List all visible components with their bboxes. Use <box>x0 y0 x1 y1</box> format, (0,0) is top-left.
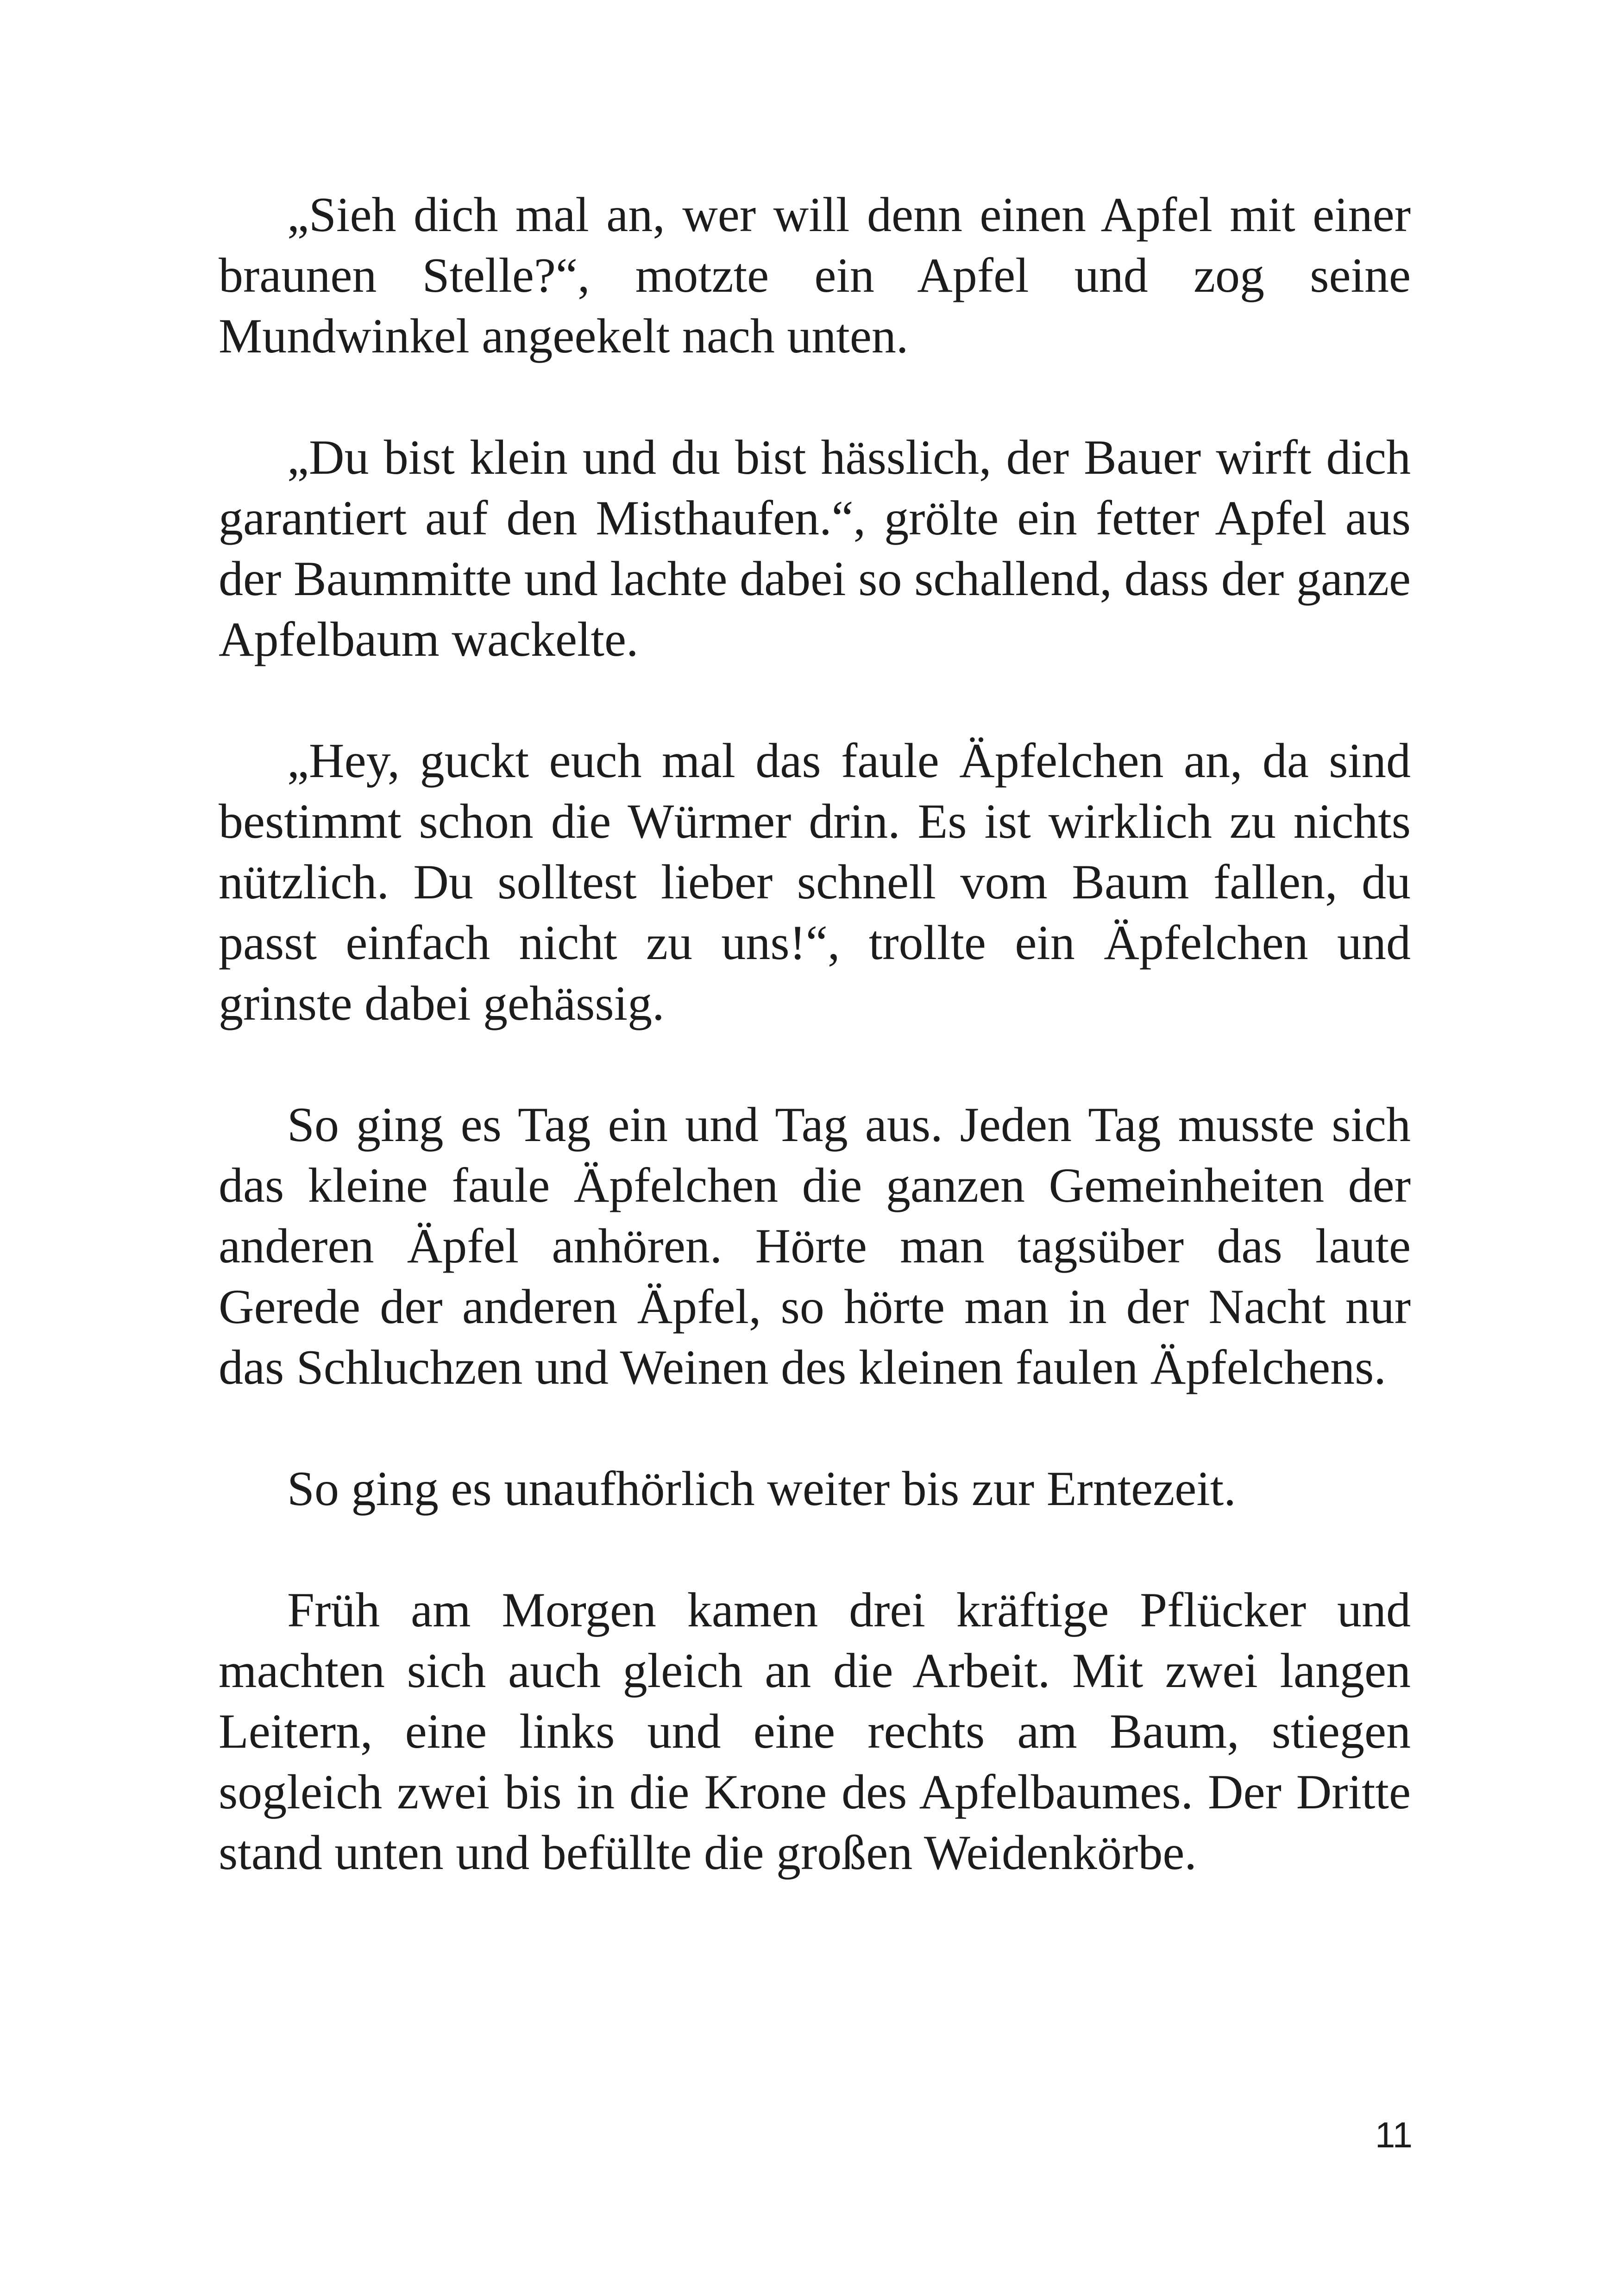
paragraph: Früh am Morgen kamen drei kräftige Pflücker und machten sich auch gleich an die Arbeit. Mit zwei langen Leitern, eine links und eine rechts am Baum, stiegen sogleich zwei bis in die Krone des Apfelbaumes. Der Dritte stand unten und befüllte die großen Weidenkörbe. <box>219 1583 1411 1880</box>
paragraph: „Sieh dich mal an, wer will denn einen Apfel mit einer braunen Stelle?“, motzte ein Apfel und zog seine Mundwinkel angeekelt nach unten. <box>219 188 1411 363</box>
paragraph: „Du bist klein und du bist hässlich, der Bauer wirft dich garantiert auf den Misthaufen.“, grölte ein fetter Apfel aus der Baummitte und lachte dabei so schallend, dass der ganze Apfelbaum wackelte. <box>219 430 1411 666</box>
page-number: 11 <box>1375 2114 1413 2155</box>
paragraph: „Hey, guckt euch mal das faule Äpfelchen an, da sind bestimmt schon die Würmer drin. Es ist wirklich zu nichts nützlich. Du solltest lieber schnell vom Baum fallen, du passt einfach nicht zu uns!“, trollte ein Äpfelchen und grinste dabei gehässig. <box>219 734 1411 1030</box>
paragraph: So ging es unaufhörlich weiter bis zur Erntezeit. <box>287 1462 1236 1516</box>
paragraph: So ging es Tag ein und Tag aus. Jeden Tag musste sich das kleine faule Äpfelchen die ganzen Gemeinheiten der anderen Äpfel anhören. Hörte man tagsüber das laute Gerede der anderen Äpfel, so hörte man in der Nacht nur das Schluchzen und Weinen des kleinen faulen Äpfelchens. <box>219 1098 1411 1394</box>
body-text <box>219 184 1411 1883</box>
